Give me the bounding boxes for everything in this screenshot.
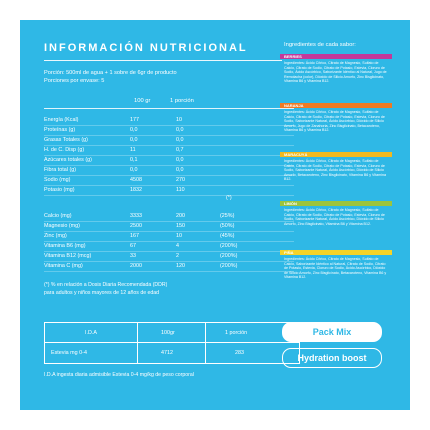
value-portion: 110 — [176, 187, 185, 193]
flavor-ingredients-text: Ingredientes: Ácido Cítrico, Citrato de Magnesio, Sulfato de Calcio, Saborizante Idéntico al Natural, Citrato de Sodio, Citrato de Potasio, Estevia, Cloruro de Sodio, Ácido Ascórbico, Dióxido de Silicio Amorfo, Zinc Bisglicinato, Betacaroteno, Vitamina B6 y Vitamina B12. — [284, 257, 387, 280]
ingredients-title: Ingredientes de cada sabor: — [284, 42, 356, 48]
table-row — [44, 116, 294, 126]
nutrient-name: Energía (Kcal) — [44, 117, 79, 123]
flavor-ingredients-text: Ingredientes: Ácido Cítrico, Citrato de Magnesio, Sulfato de Calcio, Citrato de Sodio, Citrato de Potasio, Estevia, Cloruro de Sodio, Ácido Ascórbico, Saborizante Idéntico al Natural, Jugo de Remolacha (color), Dióxido de Silicio Amorfo, Zinc Bisglicinato, Vitamina B6 y Vitamina B12. — [284, 61, 387, 84]
value-pct: (45%) — [220, 233, 235, 239]
nutrient-name: Sodio (mg) — [44, 177, 71, 183]
flavor-ingredients-text: Ingredientes: Ácido Cítrico, Citrato de Magnesio, Sulfato de Calcio, Citrato de Sodio, Citrato de Potasio, Estevia, Cloruro de Sodio, Saborizante Natural, Ácido Ascórbico, Dióxido de Silicio Amorfo, Betacaroteno, Zinc Bisglicinato, Vitamina B6 y Vitamina B12. — [284, 159, 386, 182]
flavor-block — [280, 250, 392, 280]
value-portion: 0,0 — [176, 167, 184, 173]
flavor-name-bar: PIÑA — [280, 250, 392, 255]
value-100g: 0,0 — [130, 137, 138, 143]
header-divider — [44, 108, 294, 109]
nutrient-name: Magnesio (mg) — [44, 223, 80, 229]
portion-line: Porción: 500ml de agua + 1 sobre de 6gr de producto — [44, 70, 177, 76]
value-portion: 200 — [176, 213, 185, 219]
nutrient-name: Fibra total (g) — [44, 167, 77, 173]
value-portion: 0,0 — [176, 137, 184, 143]
value-portion: 270 — [176, 177, 185, 183]
flavor-block — [280, 103, 392, 133]
value-pct: (200%) — [220, 253, 238, 259]
value-100g: 67 — [130, 243, 136, 249]
nutrient-name: Azúcares totales (g) — [44, 157, 92, 163]
value-100g: 1832 — [130, 187, 142, 193]
table-row — [44, 176, 294, 186]
nutrient-name: Vitamina B6 (mg) — [44, 243, 86, 249]
section-title: INFORMACIÓN NUTRICIONAL — [44, 42, 248, 54]
portions-per-pack: Porciones por envase: 5 — [44, 78, 105, 84]
pct-header: (*) — [226, 195, 232, 201]
ida-divider-h — [45, 342, 299, 343]
table-row — [44, 186, 294, 196]
nutrient-name: Zinc (mg) — [44, 233, 67, 239]
value-100g: 3333 — [130, 213, 142, 219]
nutrient-name: Vitamina C (mg) — [44, 263, 83, 269]
value-100g: 167 — [130, 233, 139, 239]
value-100g: 2000 — [130, 263, 142, 269]
table-row — [44, 136, 294, 146]
value-portion: 10 — [176, 117, 182, 123]
ida-header-portion: 1 porción — [225, 330, 248, 336]
value-100g: 0,0 — [130, 127, 138, 133]
table-row — [44, 252, 294, 262]
value-100g: 33 — [130, 253, 136, 259]
value-portion: 0,7 — [176, 147, 184, 153]
value-100g: 4508 — [130, 177, 142, 183]
value-portion: 4 — [176, 243, 179, 249]
value-100g: 0,0 — [130, 167, 138, 173]
table-row — [44, 156, 294, 166]
value-100g: 2500 — [130, 223, 142, 229]
value-pct: (50%) — [220, 223, 235, 229]
table-row — [44, 126, 294, 136]
value-portion: 150 — [176, 223, 185, 229]
flavor-ingredients-text: Ingredientes: Ácido Cítrico, Citrato de Magnesio, Sulfato de Calcio, Citrato de Sodio, Citrato de Potasio, Estevia, Cloruro de Sodio, Saborizante Natural, Ácido Ascórbico, Dióxido de Silicio Amorfo, Jugo de Zanahoria, Zinc Bisglicinato, Betacaroteno, Vitamina B6 y Vitamina B12. — [284, 110, 385, 133]
row-divider — [44, 271, 294, 272]
table-row — [44, 212, 294, 222]
table-row — [44, 262, 294, 272]
value-100g: 0,1 — [130, 157, 138, 163]
footnote-line-1: (*) % en relación a Dosis Diaria Recomendada (DDR) — [44, 282, 168, 288]
table-row — [44, 146, 294, 156]
table-row — [44, 232, 294, 242]
nutrient-name: Calcio (mg) — [44, 213, 72, 219]
row-divider — [44, 195, 294, 196]
col-header-100g: 100 gr — [134, 98, 151, 104]
flavor-block — [280, 152, 392, 182]
nutrient-name: Vitamina B12 (mcg) — [44, 253, 92, 259]
nutrient-name: H. de C. Disp (g) — [44, 147, 85, 153]
value-portion: 2 — [176, 253, 179, 259]
flavor-name-bar: NARANJA — [280, 103, 392, 108]
nutrient-name: Proteínas (g) — [44, 127, 76, 133]
pack-mix-badge: Pack Mix — [282, 322, 382, 342]
ida-header-100g: 100gr — [161, 330, 175, 336]
flavor-name-bar: BERRIES — [280, 54, 392, 59]
ida-divider-v2 — [205, 323, 206, 363]
ida-table — [44, 322, 300, 364]
value-pct: (25%) — [220, 213, 235, 219]
nutrition-panel — [20, 20, 410, 410]
ida-divider-v1 — [137, 323, 138, 363]
value-portion: 120 — [176, 263, 185, 269]
table-row — [44, 242, 294, 252]
table-row — [44, 166, 294, 176]
nutrient-name: Grasas Totales (g) — [44, 137, 88, 143]
flavor-name-bar: LIMÓN — [280, 201, 392, 206]
ida-row-portion: 283 — [235, 350, 244, 356]
value-portion: 0,0 — [176, 127, 184, 133]
flavor-block — [280, 54, 392, 84]
ida-header-label: I.D.A — [85, 330, 97, 336]
flavor-name-bar: MARACUYÁ — [280, 152, 392, 157]
value-100g: 177 — [130, 117, 139, 123]
value-pct: (200%) — [220, 263, 238, 269]
table-row — [44, 222, 294, 232]
hydration-boost-badge: Hydration boost — [282, 348, 382, 368]
col-header-portion: 1 porción — [170, 98, 194, 104]
value-pct: (200%) — [220, 243, 238, 249]
title-divider — [44, 60, 282, 61]
nutrient-name: Potasio (mg) — [44, 187, 75, 193]
ida-row-label: Estevia mg 0-4 — [51, 350, 87, 356]
value-100g: 11 — [130, 147, 136, 153]
ida-row-100g: 4712 — [161, 350, 173, 356]
value-portion: 0,0 — [176, 157, 184, 163]
value-portion: 10 — [176, 233, 182, 239]
flavor-ingredients-text: Ingredientes: Ácido Cítrico, Citrato de Magnesio, Sulfato de Calcio, Citrato de Sodio, Citrato de Potasio, Estevia, Cloruro de Sodio, Saborizante Natural, Ácido Ascórbico, Dióxido de Silicio Amorfo, Zinc Bisglicinato, Vitamina B6 y Vitamina B12. — [284, 208, 385, 226]
flavor-block — [280, 201, 392, 226]
ida-note: I.D.A ingesta diaria admisible Estevia 0-4 mg/kg de peso corporal — [44, 372, 194, 378]
footnote-line-2: para adultos y niños mayores de 12 años de edad — [44, 290, 160, 296]
